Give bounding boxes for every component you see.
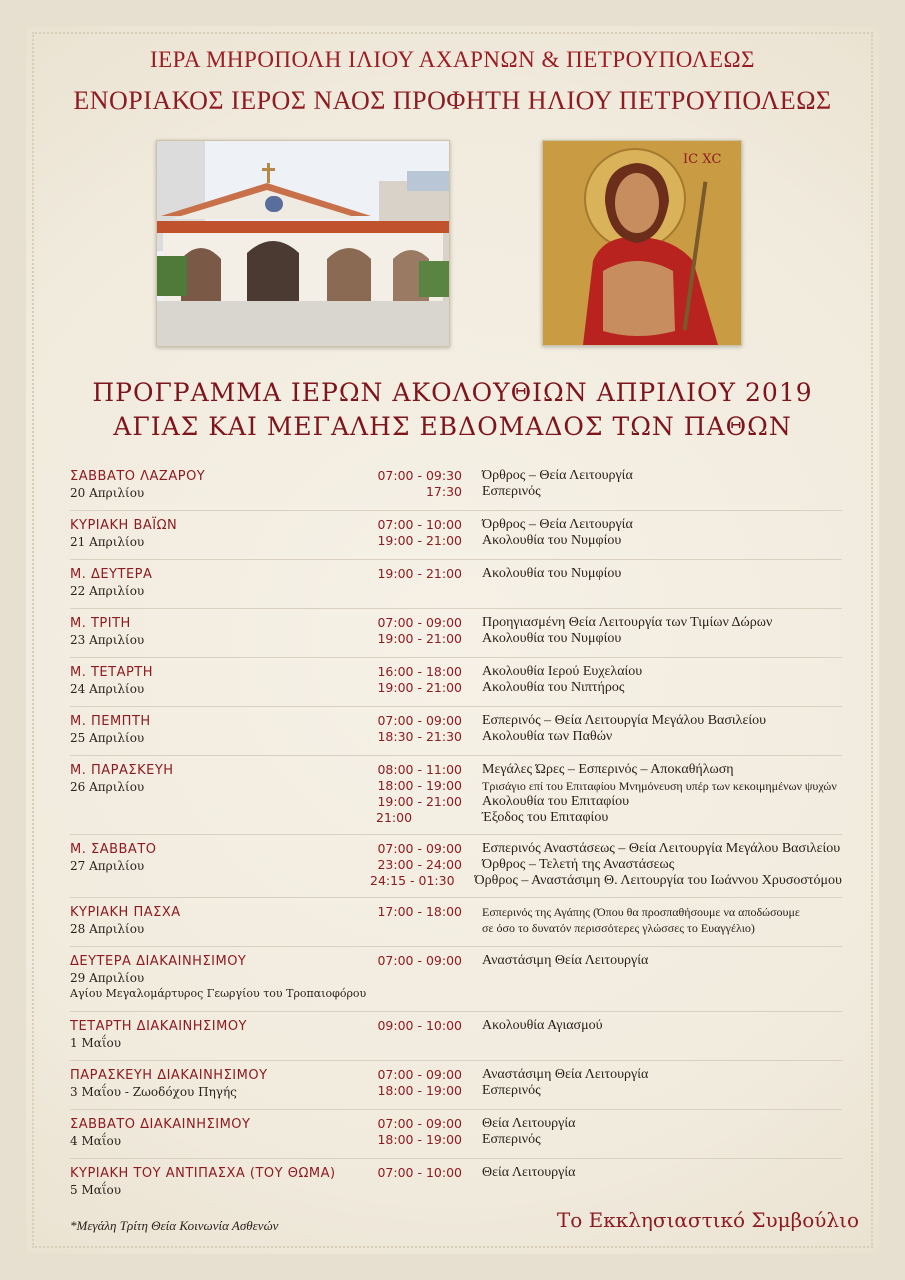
service-line [370, 1165, 842, 1181]
day-date: 24 Απριλίου [70, 682, 145, 696]
day-date: 21 Απριλίου [70, 535, 145, 549]
service-name: Τρισάγιο επί του Επιταφίου Μνημόνευση υπέρ των κεκοιμημένων ψυχών [482, 779, 837, 793]
service-line [370, 778, 842, 794]
day-name: ΣΑΒΒΑΤΟ ΛΑΖΑΡΟΥ [70, 469, 206, 484]
day-name: Μ. ΣΑΒΒΑΤΟ [70, 842, 157, 857]
service-time: 24:15 - 01:30 [370, 873, 455, 888]
footnote: *Μεγάλη Τρίτη Θεία Κοινωνία Ασθενών [70, 1218, 279, 1233]
day-date: 28 Απριλίου [70, 922, 145, 936]
schedule-title: ΠΡΟΓΡΑΜΜΑ ΙΕΡΩΝ ΑΚΟΛΟΥΘΙΩΝ ΑΠΡΙΛΙΟΥ 2019 [92, 378, 813, 407]
service-name: Εσπερινός – Θεία Λειτουργία Μεγάλου Βασιλείου [482, 713, 767, 728]
service-time: 16:00 - 18:00 [377, 664, 462, 679]
service-line [370, 920, 842, 936]
day-name: ΚΥΡΙΑΚΗ ΒΑΪΩΝ [70, 518, 178, 533]
service-line [370, 664, 842, 680]
service-name: Ακολουθία του Νιπτήρος [482, 680, 625, 695]
day-column [70, 713, 370, 746]
day-name: Μ. ΤΕΤΑΡΤΗ [70, 665, 154, 680]
service-name: Ακολουθία Αγιασμού [482, 1018, 603, 1033]
service-name: Ακολουθία των Παθών [482, 729, 613, 744]
service-time: 19:00 - 21:00 [377, 680, 462, 695]
day-name: ΚΥΡΙΑΚΗ ΤΟΥ ΑΝΤΙΠΑΣΧΑ (ΤΟΥ ΘΩΜΑ) [70, 1166, 336, 1181]
service-time: 19:00 - 21:00 [377, 566, 462, 581]
day-column [70, 615, 370, 648]
service-line [370, 873, 842, 889]
service-line [370, 794, 842, 810]
church-illustration [157, 141, 449, 346]
service-name: Έξοδος του Επιταφίου [482, 810, 609, 825]
day-column [70, 953, 370, 1001]
day-date: 3 Μαΐου - Ζωοδόχου Πηγής [70, 1085, 237, 1099]
schedule-row [70, 756, 842, 835]
service-line [370, 680, 842, 696]
metropolis-heading: ΙΕΡΑ ΜΗΡΟΠΟΛΗ ΙΛΙΟΥ ΑΧΑΡΝΩΝ & ΠΕΤΡΟΥΠΟΛΕΩΣ [149, 47, 756, 72]
service-name: Όρθρος – Θεία Λειτουργία [482, 468, 633, 483]
schedule-row [70, 609, 842, 658]
service-time: 07:00 - 09:00 [377, 1067, 462, 1082]
service-time: 19:00 - 21:00 [377, 794, 462, 809]
service-time: 21:00 [376, 810, 413, 825]
schedule-row [70, 1012, 842, 1061]
service-line [370, 857, 842, 873]
christ-icon-illustration [543, 141, 741, 345]
service-line [370, 762, 842, 778]
service-time: 09:00 - 10:00 [377, 1018, 462, 1033]
service-name: Εσπερινός [482, 484, 541, 499]
service-name: Όρθρος – Τελετή της Αναστάσεως [482, 857, 675, 872]
service-time: 17:30 [425, 484, 462, 499]
service-time [370, 920, 462, 936]
service-line [370, 517, 842, 533]
service-name: Αναστάσιμη Θεία Λειτουργία [482, 1067, 649, 1082]
service-name: Εσπερινός της Αγάπης (Όπου θα προσπαθήσουμε να αποδώσουμε [482, 905, 800, 919]
service-name: σε όσο το δυνατόν περισσότερες γλώσσες το Ευαγγέλιο) [482, 921, 755, 935]
service-line [370, 1018, 842, 1034]
service-line [370, 1067, 842, 1083]
service-line [370, 1083, 842, 1099]
day-column [70, 1116, 370, 1149]
day-name: ΣΑΒΒΑΤΟ ΔΙΑΚΑΙΝΗΣΙΜΟΥ [70, 1117, 251, 1132]
service-time: 18:00 - 19:00 [377, 1083, 462, 1098]
service-name: Όρθρος – Θεία Λειτουργία [482, 517, 633, 532]
church-photo [156, 140, 450, 347]
service-time: 07:00 - 10:00 [377, 517, 462, 532]
service-line [370, 904, 842, 920]
service-time: 17:00 - 18:00 [377, 904, 462, 919]
service-line [370, 615, 842, 631]
schedule-row [70, 658, 842, 707]
service-name: Θεία Λειτουργία [482, 1116, 576, 1131]
service-name: Ακολουθία του Νυμφίου [482, 566, 622, 581]
schedule-row [70, 898, 842, 947]
day-name: ΚΥΡΙΑΚΗ ΠΑΣΧΑ [70, 905, 181, 920]
schedule-subtitle: ΑΓΙΑΣ ΚΑΙ ΜΕΓΑΛΗΣ ΕΒΔΟΜΑΔΟΣ ΤΩΝ ΠΑΘΩΝ [113, 412, 792, 441]
day-column [70, 1018, 370, 1051]
service-time: 07:00 - 09:00 [377, 615, 462, 630]
service-line [370, 533, 842, 549]
service-line [370, 953, 842, 969]
service-line [370, 566, 842, 582]
day-column [70, 1067, 370, 1100]
day-name: Μ. ΠΕΜΠΤΗ [70, 714, 151, 729]
day-column [70, 1165, 370, 1198]
service-name: Όρθρος – Αναστάσιμη Θ. Λειτουργία του Ιωάννου Χρυσοστόμου [474, 873, 842, 888]
schedule-row [70, 1159, 842, 1207]
day-column [70, 517, 370, 550]
service-time: 18:00 - 19:00 [377, 1132, 462, 1147]
day-name: ΤΕΤΑΡΤΗ ΔΙΑΚΑΙΝΗΣΙΜΟΥ [70, 1019, 247, 1034]
day-column [70, 664, 370, 697]
schedule-row [70, 707, 842, 756]
day-date: 20 Απριλίου [70, 486, 145, 500]
service-name: Ακολουθία Ιερού Ευχελαίου [482, 664, 643, 679]
service-name: Ακολουθία του Νυμφίου [482, 631, 622, 646]
day-name: ΠΑΡΑΣΚΕΥΗ ΔΙΑΚΑΙΝΗΣΙΜΟΥ [70, 1068, 268, 1083]
service-time: 07:00 - 09:00 [377, 713, 462, 728]
day-column [70, 468, 370, 501]
parish-heading: ΕΝΟΡΙΑΚΟΣ ΙΕΡΟΣ ΝΑΟΣ ΠΡΟΦΗΤΗ ΗΛΙΟΥ ΠΕΤΡΟΥΠΟΛΕΩΣ [73, 86, 832, 115]
schedule-row [70, 560, 842, 609]
service-time: 07:00 - 10:00 [377, 1165, 462, 1180]
day-date: 1 Μαΐου [70, 1036, 122, 1050]
service-time: 19:00 - 21:00 [377, 533, 462, 548]
service-time: 18:00 - 19:00 [377, 778, 462, 793]
schedule-row [70, 1110, 842, 1159]
day-note: Αγίου Μεγαλομάρτυρος Γεωργίου του Τροπαιοφόρου [70, 987, 367, 1000]
signature: Το Εκκλησιαστικό Συμβούλιο [556, 1208, 859, 1232]
day-date: 25 Απριλίου [70, 731, 145, 745]
service-time: 18:30 - 21:30 [377, 729, 462, 744]
day-column [70, 904, 370, 937]
service-name: Ακολουθία του Επιταφίου [482, 794, 630, 809]
day-name: Μ. ΠΑΡΑΣΚΕΥΗ [70, 763, 174, 778]
schedule-row [70, 947, 842, 1012]
day-name: Μ. ΤΡΙΤΗ [70, 616, 131, 631]
schedule-row [70, 462, 842, 511]
service-name: Εσπερινός Αναστάσεως – Θεία Λειτουργία Μεγάλου Βασιλείου [482, 841, 841, 856]
services-schedule [70, 462, 842, 1207]
service-line [370, 1116, 842, 1132]
day-date: 23 Απριλίου [70, 633, 145, 647]
svg-text:ΙC ΧC: ΙC ΧC [683, 152, 722, 167]
service-name: Αναστάσιμη Θεία Λειτουργία [482, 953, 649, 968]
service-time: 07:00 - 09:00 [377, 841, 462, 856]
day-date: 22 Απριλίου [70, 584, 145, 598]
service-time: 07:00 - 09:30 [377, 468, 462, 483]
day-date: 29 Απριλίου [70, 971, 145, 985]
service-line [370, 713, 842, 729]
day-date: 26 Απριλίου [70, 780, 145, 794]
service-time: 19:00 - 21:00 [377, 631, 462, 646]
service-line [370, 484, 842, 500]
day-name: ΔΕΥΤΕΡΑ ΔΙΑΚΑΙΝΗΣΙΜΟΥ [70, 954, 247, 969]
service-name: Εσπερινός [482, 1132, 541, 1147]
service-line [370, 1132, 842, 1148]
service-name: Μεγάλες Ώρες – Εσπερινός – Αποκαθήλωση [482, 762, 734, 777]
service-name: Θεία Λειτουργία [482, 1165, 576, 1180]
service-time: 08:00 - 11:00 [377, 762, 462, 777]
schedule-row [70, 1061, 842, 1110]
service-line [370, 810, 842, 826]
service-line [370, 841, 842, 857]
service-time: 07:00 - 09:00 [377, 1116, 462, 1131]
schedule-row [70, 835, 842, 898]
service-name: Ακολουθία του Νυμφίου [482, 533, 622, 548]
service-line [370, 468, 842, 484]
service-name: Προηγιασμένη Θεία Λειτουργία των Τιμίων Δώρων [482, 615, 773, 630]
day-column [70, 566, 370, 599]
christ-icon-image [542, 140, 742, 346]
service-time: 07:00 - 09:00 [377, 953, 462, 968]
day-date: 27 Απριλίου [70, 859, 145, 873]
service-line [370, 631, 842, 647]
day-name: Μ. ΔΕΥΤΕΡΑ [70, 567, 153, 582]
service-line [370, 729, 842, 745]
day-date: 4 Μαΐου [70, 1134, 122, 1148]
service-time: 23:00 - 24:00 [377, 857, 462, 872]
service-name: Εσπερινός [482, 1083, 541, 1098]
schedule-row [70, 511, 842, 560]
day-date: 5 Μαΐου [70, 1183, 122, 1197]
day-column [70, 762, 370, 795]
day-column [70, 841, 370, 874]
